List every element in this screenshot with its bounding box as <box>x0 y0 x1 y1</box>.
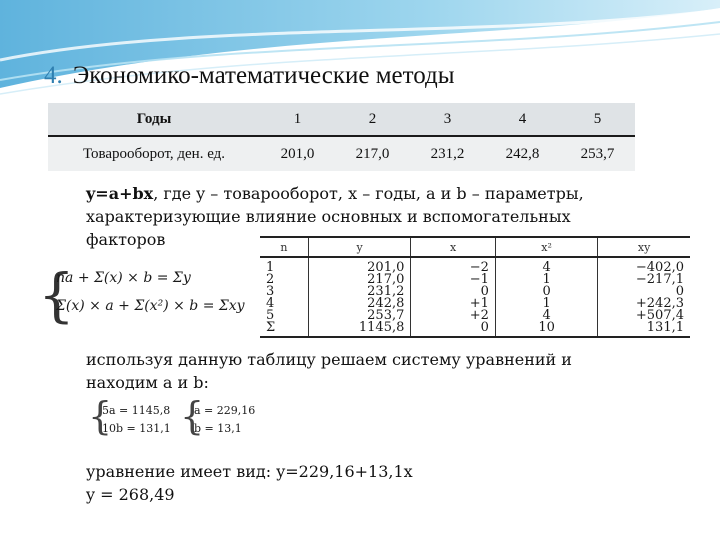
calc-cell-xy: −402,0 <box>598 257 690 274</box>
calc-header-row <box>260 237 690 257</box>
calc-cell-x2: 4 <box>495 310 597 322</box>
equation-1: na + Σ(x) × b = Σy <box>56 270 191 286</box>
title-number: 4. <box>44 62 63 89</box>
solved-left-2: 10b = 131,1 <box>102 422 171 435</box>
calc-cell-x2: 10 <box>495 322 597 337</box>
calc-cell-n: Σ <box>260 322 308 337</box>
solved-right-2: b = 13,1 <box>194 422 242 435</box>
calc-cell-n: 4 <box>266 296 275 311</box>
calc-cell-x: +2 <box>411 310 496 322</box>
solved-left-1: 5a = 1145,8 <box>102 404 171 417</box>
calc-cell-y: 201,0 <box>308 257 411 274</box>
calc-header-n: n <box>260 237 308 257</box>
years-header-cell: 5 <box>560 103 635 136</box>
calc-cell-xy: 131,1 <box>598 322 690 337</box>
calc-row <box>260 274 690 286</box>
calc-cell-x2: 1 <box>495 298 597 310</box>
calc-sum-row <box>260 322 690 337</box>
calc-cell-x2: 1 <box>495 274 597 286</box>
years-header-cell: 4 <box>485 103 560 136</box>
calc-cell-x: +1 <box>411 298 496 310</box>
calc-cell-y: 1145,8 <box>308 322 411 337</box>
result-block <box>86 460 646 506</box>
calc-header-y: y <box>308 237 411 257</box>
header-swoosh-decoration <box>0 0 720 110</box>
calc-header-xy: xy <box>598 237 690 257</box>
years-header-cell: 3 <box>410 103 485 136</box>
calc-cell-y: 217,0 <box>308 274 411 286</box>
calc-header-x2: x² <box>495 237 597 257</box>
turnover-cell: 231,2 <box>410 136 485 171</box>
years-header-cell: 1 <box>260 103 335 136</box>
years-header-row <box>48 103 635 136</box>
title-text: Экономико-математические методы <box>72 62 455 89</box>
calc-row <box>260 310 690 322</box>
calc-cell-xy: +507,4 <box>598 310 690 322</box>
calc-cell-x2: 0 <box>495 286 597 298</box>
calc-cell-n: 1 <box>266 260 275 275</box>
calc-cell-y: 242,8 <box>308 298 411 310</box>
years-table <box>48 103 635 171</box>
turnover-row <box>48 136 635 171</box>
calc-cell-x: 0 <box>411 322 496 337</box>
calc-cell-x: −2 <box>411 257 496 274</box>
calc-cell-n: 5 <box>266 308 275 323</box>
calc-header-x: x <box>411 237 496 257</box>
brace-icon: { <box>88 394 113 438</box>
turnover-cell: 242,8 <box>485 136 560 171</box>
turnover-label: Товарооборот, ден. ед. <box>48 136 260 171</box>
calc-cell-x: −1 <box>411 274 496 286</box>
turnover-cell: 201,0 <box>260 136 335 171</box>
slide-title <box>44 62 455 90</box>
equation-system <box>38 262 260 328</box>
calc-cell-xy: 0 <box>598 286 690 298</box>
result-equation: уравнение имеет вид: y=229,16+13,1x <box>86 462 413 481</box>
calc-cell-xy: −217,1 <box>598 274 690 286</box>
calc-cell-x2: 4 <box>495 257 597 274</box>
model-description-text: , где y – товарооборот, x – годы, a и b – параметры, характеризующие влияние основных и вспомогательных факторов <box>86 184 584 249</box>
calculation-table <box>260 236 690 338</box>
calc-cell-n: 2 <box>266 272 275 287</box>
brace-icon: { <box>38 261 75 329</box>
solve-instruction: используя данную таблицу решаем систему уравнений и находим a и b: <box>86 350 572 392</box>
brace-icon: { <box>180 394 205 438</box>
years-header-cell: 2 <box>335 103 410 136</box>
years-header-label: Годы <box>48 103 260 136</box>
result-value: y = 268,49 <box>86 485 175 504</box>
turnover-cell: 253,7 <box>560 136 635 171</box>
calc-cell-x: 0 <box>411 286 496 298</box>
calc-cell-xy: +242,3 <box>598 298 690 310</box>
calc-cell-n: 3 <box>266 284 275 299</box>
turnover-cell: 217,0 <box>335 136 410 171</box>
calc-cell-y: 253,7 <box>308 310 411 322</box>
solved-system <box>88 396 268 440</box>
model-formula: y=a+bx <box>86 184 154 203</box>
equation-2: Σ(x) × a + Σ(x²) × b = Σxy <box>56 298 245 314</box>
calc-cell-y: 231,2 <box>308 286 411 298</box>
solved-right-1: a = 229,16 <box>194 404 256 417</box>
